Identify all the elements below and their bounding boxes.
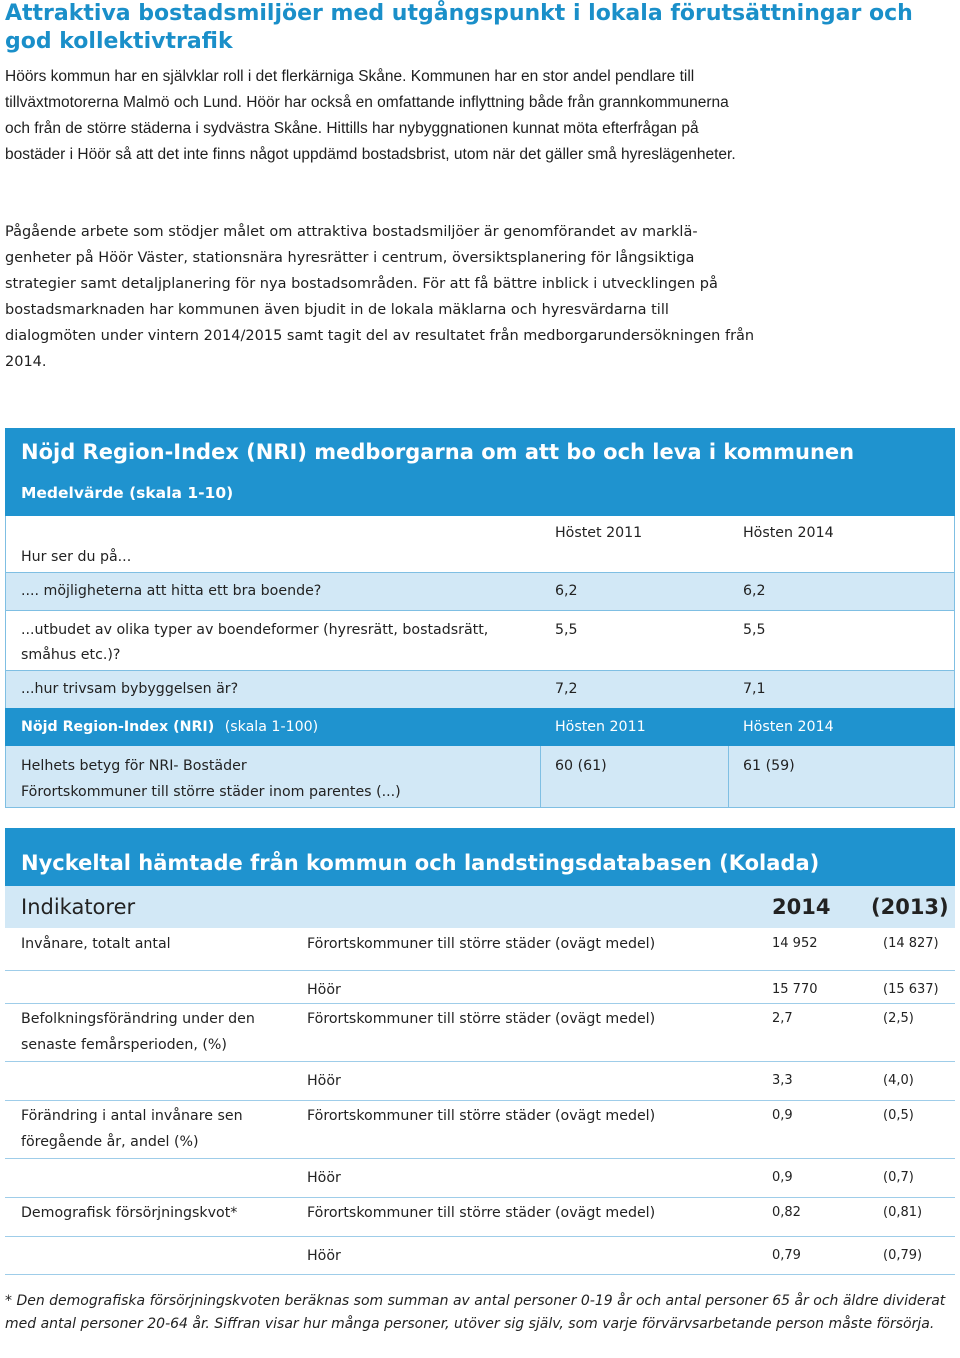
year-label: 2014 (772, 895, 831, 919)
table-row (5, 746, 955, 808)
indicator-label-cont: senaste femårsperioden, (%) (21, 1037, 227, 1053)
table-row (5, 572, 955, 610)
indicator-value-2013: (4,0) (883, 1073, 914, 1088)
nri-index-col2: Hösten 2014 (743, 719, 834, 735)
nri-header (5, 428, 955, 516)
indicator-label: Demografisk försörjningskvot* (21, 1205, 238, 1221)
indicator-category: Förortskommuner till större städer (ovägt medel) (307, 1205, 656, 1221)
indicator-label: Invånare, totalt antal (21, 936, 171, 952)
nri-question-label: Hur ser du på... (21, 549, 132, 565)
indicator-category: Förortskommuner till större städer (ovägt medel) (307, 1108, 656, 1124)
table-row (5, 1236, 955, 1274)
nri-question: .... möjligheterna att hitta ett bra boende? (21, 583, 322, 599)
indicator-value-2013: (0,81) (883, 1205, 923, 1220)
indicator-category: Förortskommuner till större städer (ovägt medel) (307, 936, 656, 952)
prev-year-label: (2013) (871, 895, 949, 919)
indicator-label-cont: föregående år, andel (%) (21, 1134, 199, 1150)
nri-index-label (21, 715, 318, 739)
nri-index-value-2011: 60 (61) (555, 758, 607, 774)
kolada-indicator-header (5, 886, 955, 928)
nri-index-header-row (5, 708, 955, 746)
row-divider (5, 1274, 955, 1275)
indicator-category: Höör (307, 982, 341, 998)
nri-value-2011: 6,2 (555, 583, 578, 599)
nri-value-2011: 5,5 (555, 622, 578, 638)
nri-subtitle: Medelvärde (skala 1-10) (21, 484, 234, 502)
indicator-value-2013: (14 827) (883, 936, 939, 951)
indicator-value-2013: (0,79) (883, 1248, 923, 1263)
kolada-header (5, 828, 955, 886)
nri-value-2014: 6,2 (743, 583, 766, 599)
indicator-value-2014: 0,9 (772, 1170, 793, 1185)
nri-index-row-label: Helhets betyg för NRI- Bostäder (21, 758, 247, 774)
kolada-title: Nyckeltal hämtade från kommun och landstingsdatabasen (Kolada) (21, 851, 820, 875)
indicator-value-2014: 2,7 (772, 1011, 793, 1026)
nri-index-label-bold: Nöjd Region-Index (NRI) (21, 719, 215, 735)
indicator-value-2014: 0,82 (772, 1205, 801, 1220)
footnote: * Den demografiska försörjningskvoten beräknas som summan av antal personer 0-19 år och antal personer 65 år och äldre dividerat med antal personer 20-64 år. Siffran visar hur många personer, utöver sig själv, som varje förvärvsarbetande person måste försörja. (5, 1293, 946, 1332)
table-row (5, 970, 955, 1003)
indicator-value-2014: 3,3 (772, 1073, 793, 1088)
table-row (5, 1158, 955, 1197)
indicator-category: Höör (307, 1170, 341, 1186)
nri-index-label-scale: (skala 1-100) (224, 719, 319, 735)
indicator-value-2013: (0,5) (883, 1108, 914, 1123)
nri-question: ...utbudet av olika typer av boendeformer (hyresrätt, bostadsrätt, (21, 622, 489, 638)
nri-value-2014: 7,1 (743, 681, 766, 697)
nri-index-row-note: Förortskommuner till större städer inom parentes (...) (21, 784, 401, 800)
indicator-value-2013: (0,7) (883, 1170, 914, 1185)
indicator-category: Förortskommuner till större städer (ovägt medel) (307, 1011, 656, 1027)
indicator-label: Förändring i antal invånare sen (21, 1108, 243, 1124)
nri-index-value-2014: 61 (59) (743, 758, 795, 774)
table-row (5, 610, 955, 670)
table-row (5, 670, 955, 708)
nri-col1-header: Höstet 2011 (555, 525, 643, 541)
indicators-label: Indikatorer (21, 895, 136, 919)
nri-question-cont: småhus etc.)? (21, 647, 121, 663)
indicator-category: Höör (307, 1073, 341, 1089)
indicator-label: Befolkningsförändring under den (21, 1011, 255, 1027)
page-title: Attraktiva bostadsmiljöer med utgångspunkt i lokala förutsättningar och god kollektivtrafik (5, 1, 913, 54)
indicator-value-2014: 15 770 (772, 982, 818, 997)
nri-question: ...hur trivsam bybyggelsen är? (21, 681, 239, 697)
indicator-category: Höör (307, 1248, 341, 1264)
nri-index-col1: Hösten 2011 (555, 719, 646, 735)
nri-value-2011: 7,2 (555, 681, 578, 697)
nri-column-header-row (5, 516, 955, 572)
indicator-value-2014: 14 952 (772, 936, 818, 951)
intro-paragraph: Höörs kommun har en självklar roll i det flerkärniga Skåne. Kommunen har en stor andel pendlare till tillväxtmotorerna Malmö och Lund. Höör har också en omfattande inflyttning både från grannkommunerna och från de större städerna i sydvästra Skåne. Hittills har nybyggnationen kunnat möta efterfrågan på bostäder i Höör så att det inte finns något uppdämd bostadsbrist, utom när det gäller små hyreslägenheter. (5, 68, 736, 163)
indicator-value-2014: 0,79 (772, 1248, 801, 1263)
nri-col2-header: Hösten 2014 (743, 525, 834, 541)
indicator-value-2013: (2,5) (883, 1011, 914, 1026)
work-paragraph: Pågående arbete som stödjer målet om attraktiva bostadsmiljöer är genomförandet av marklägenheter på Höör Väster, stationsnära hyresrätter i centrum, översiktsplanering för långsiktiga strategier samt detaljplanering för nya bostadsområden. För att få bättre inblick i utvecklingen på bostadsmarknaden har kommunen även bjudit in de lokala mäklarna och hyresvärdarna till dialogmöten under vintern 2014/2015 samt tagit del av resultatet från medborgarundersökningen från 2014. (5, 224, 755, 370)
indicator-value-2014: 0,9 (772, 1108, 793, 1123)
nri-title: Nöjd Region-Index (NRI) medborgarna om att bo och leva i kommunen (21, 440, 855, 464)
table-row (5, 1061, 955, 1100)
nri-value-2014: 5,5 (743, 622, 766, 638)
indicator-value-2013: (15 637) (883, 982, 939, 997)
